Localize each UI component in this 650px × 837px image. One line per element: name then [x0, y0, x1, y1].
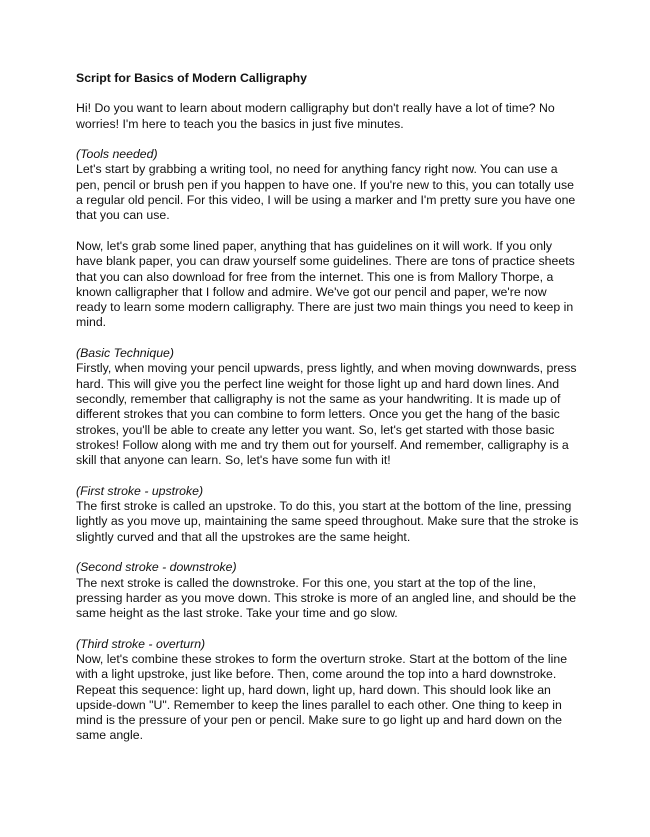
section-lined-paper	[76, 239, 580, 331]
section-text: Now, let's combine these strokes to form the overturn stroke. Start at the bottom of the line with a light upstroke, just like before. Then, come around the top into a hard downstroke. Repeat this sequence: light up, hard down, light up, hard down. This should look like an upside-down "U". Remember to keep the lines parallel to each other. One thing to keep in mind is the pressure of your pen or pencil. Make sure to go light up and hard down on the same angle.	[76, 651, 568, 743]
section-text: The next stroke is called the downstroke. For this one, you start at the top of the line, pressing harder as you move down. This stroke is more of an angled line, and should be the same height as the last stroke. Take your time and go slow.	[76, 575, 577, 621]
section-text: Let's start by grabbing a writing tool, no need for anything fancy right now. You can use a pen, pencil or brush pen if you happen to have one. If you're new to this, you can totally use a regular old pencil. For this video, I will be using a marker and I'm pretty sure you have one that you can use.	[76, 162, 576, 223]
section-heading: (First stroke - upstroke)	[76, 483, 204, 498]
intro-paragraph: Hi! Do you want to learn about modern calligraphy but don't really have a lot of time? No worries! I'm here to teach you the basics in just five minutes.	[76, 101, 555, 131]
section-basic-technique	[76, 346, 580, 468]
section-first-stroke	[76, 484, 580, 545]
section-text: Firstly, when moving your pencil upwards, press lightly, and when moving downwards, press hard. This will give you the perfect line weight for those light up and hard down lines. And secondly, remember that calligraphy is not the same as your handwriting. It is made up of different strokes that you can combine to form letters. Once you get the hang of the basic strokes, you'll be able to create any letter you want. So, let's get started with those basic strokes! Follow along with me and try them out for yourself. And remember, calligraphy is a skill that anyone can learn. So, let's have some fun with it!	[76, 361, 577, 468]
section-text: The first stroke is called an upstroke. To do this, you start at the bottom of the line, pressing lightly as you move up, maintaining the same speed throughout. Make sure that the stroke is slightly curved and that all the upstrokes are the same height.	[76, 499, 579, 544]
document-title: Script for Basics of Modern Calligraphy	[76, 71, 307, 85]
section-third-stroke	[76, 637, 580, 744]
section-heading: (Tools needed)	[76, 147, 158, 162]
section-second-stroke	[76, 560, 580, 621]
section-heading: (Second stroke - downstroke)	[76, 560, 237, 575]
section-tools-needed	[76, 147, 580, 223]
section-heading: (Basic Technique)	[76, 346, 174, 361]
document-page	[76, 71, 580, 759]
section-heading: (Third stroke - overturn)	[76, 636, 206, 651]
section-text: Now, let's grab some lined paper, anything that has guidelines on it will work. If you only have blank paper, you can draw yourself some guidelines. There are tons of practice sheets that you can also download for free from the internet. This one is from Mallory Thorpe, a known calligrapher that I follow and admire. We've got our pencil and paper, we're now ready to learn some modern calligraphy. There are just two main things you need to keep in mind.	[76, 238, 575, 330]
